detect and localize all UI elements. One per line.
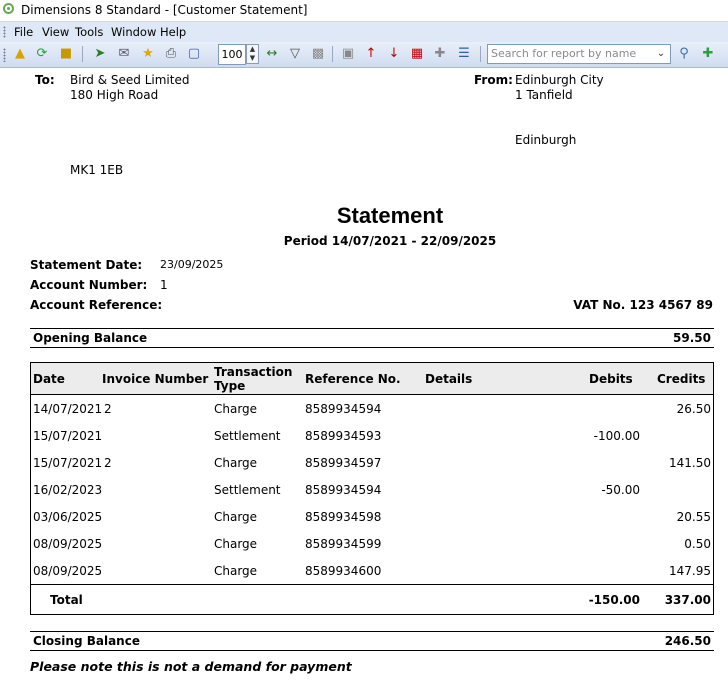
- print-preview-icon[interactable]: ▢: [187, 46, 201, 61]
- header-details: Details: [425, 372, 473, 386]
- layout-icon[interactable]: ▩: [311, 46, 325, 61]
- cell-type: Charge: [214, 537, 258, 551]
- company-name: Edinburgh City: [515, 73, 604, 87]
- zoom-spinner[interactable]: [246, 44, 259, 64]
- cell-date: 15/07/2021: [33, 429, 103, 443]
- menubar-grip-icon[interactable]: [3, 26, 6, 38]
- statement-date-value: 23/09/2025: [160, 258, 224, 271]
- total-credits: 337.00: [664, 593, 711, 607]
- menu-window[interactable]: Window: [111, 25, 157, 39]
- table-row: [31, 423, 713, 450]
- zoom-down-icon[interactable]: ▼: [249, 54, 256, 62]
- toolbar-separator: [480, 46, 481, 62]
- app-logo-icon: [3, 3, 14, 14]
- total-debits: -150.00: [588, 593, 640, 607]
- account-number-value: 1: [160, 278, 168, 292]
- cell-type: Charge: [214, 510, 258, 524]
- menu-view[interactable]: View: [42, 25, 70, 39]
- header-transaction-type-line2: Type: [214, 379, 246, 393]
- menu-tools[interactable]: Tools: [75, 25, 104, 39]
- cell-date: 15/07/2021: [33, 456, 103, 470]
- cell-credit: 0.50: [684, 537, 711, 551]
- cell-date: 14/07/2021: [33, 402, 103, 416]
- toolbar: [0, 42, 728, 68]
- export-icon[interactable]: ➤: [94, 46, 106, 61]
- opening-balance-value: 59.50: [673, 331, 711, 345]
- cell-reference: 8589934594: [305, 483, 382, 497]
- divider: [30, 631, 714, 632]
- table-row: [31, 558, 713, 585]
- cell-type: Settlement: [214, 429, 281, 443]
- cell-date: 08/09/2025: [33, 564, 103, 578]
- add-report-icon[interactable]: ✚: [702, 46, 714, 61]
- expand-icon[interactable]: ✚: [434, 46, 446, 61]
- divider: [30, 650, 714, 651]
- vat-number: VAT No. 123 4567 89: [573, 298, 713, 312]
- header-date: Date: [33, 372, 65, 386]
- header-transaction-type-line1: Transaction: [214, 365, 293, 379]
- search-magnifier-icon[interactable]: ⚲: [679, 46, 689, 61]
- cell-type: Charge: [214, 564, 258, 578]
- table-row: [31, 396, 713, 423]
- header-credits: Credits: [657, 372, 706, 386]
- tree-view-icon[interactable]: ☰: [458, 46, 470, 61]
- toolbar-separator: [82, 46, 83, 62]
- window-titlebar: [0, 0, 728, 22]
- toolbar-grip-icon[interactable]: [3, 48, 6, 62]
- cell-credit: 147.95: [669, 564, 711, 578]
- total-label: Total: [50, 593, 83, 607]
- transactions-table: [30, 362, 714, 615]
- filter-icon[interactable]: ▽: [290, 46, 300, 61]
- zoom-level-input[interactable]: 100: [218, 44, 246, 65]
- closing-balance-label: Closing Balance: [33, 634, 140, 648]
- find-icon[interactable]: ▣: [341, 46, 355, 61]
- menu-bar: [0, 22, 728, 42]
- cell-type: Settlement: [214, 483, 281, 497]
- cell-reference: 8589934597: [305, 456, 382, 470]
- export-folder-icon[interactable]: ■: [59, 46, 73, 61]
- toolbar-separator: [332, 46, 333, 62]
- cell-invoice: 2: [104, 402, 112, 416]
- cell-credit: 26.50: [676, 402, 711, 416]
- decrease-decimals-icon[interactable]: ↓: [388, 46, 400, 61]
- table-row: [31, 504, 713, 531]
- company-town: Edinburgh: [515, 133, 577, 147]
- report-search-input[interactable]: Search for report by name: [487, 44, 671, 64]
- table-row: [31, 531, 713, 558]
- cell-reference: 8589934599: [305, 537, 382, 551]
- favourite-star-icon[interactable]: ★: [142, 46, 154, 61]
- cell-type: Charge: [214, 402, 258, 416]
- cell-date: 03/06/2025: [33, 510, 103, 524]
- cell-debit: -50.00: [601, 483, 640, 497]
- refresh-icon[interactable]: ⟳: [36, 46, 48, 61]
- zoom-up-icon[interactable]: ▲: [249, 45, 256, 53]
- cell-credit: 20.55: [676, 510, 711, 524]
- statement-date-label: Statement Date:: [30, 258, 143, 272]
- menu-file[interactable]: File: [14, 25, 34, 39]
- payment-note: Please note this is not a demand for payment: [30, 659, 352, 674]
- cell-reference: 8589934593: [305, 429, 382, 443]
- divider: [30, 328, 714, 329]
- total-row: [31, 584, 713, 614]
- from-label: From:: [474, 73, 513, 87]
- account-number-label: Account Number:: [30, 278, 148, 292]
- statement-period: Period 14/07/2021 - 22/09/2025: [283, 234, 497, 248]
- cell-debit: -100.00: [593, 429, 640, 443]
- open-folder-icon[interactable]: ▲: [15, 46, 25, 61]
- customer-address-line1: 180 High Road: [70, 88, 159, 102]
- statement-title: Statement: [336, 203, 444, 228]
- account-reference-label: Account Reference:: [30, 298, 163, 312]
- divider: [30, 347, 714, 348]
- cell-invoice: 2: [104, 456, 112, 470]
- customer-name: Bird & Seed Limited: [70, 73, 190, 87]
- to-label: To:: [35, 73, 55, 87]
- customer-postcode: MK1 1EB: [70, 163, 124, 177]
- cell-date: 16/02/2023: [33, 483, 103, 497]
- cell-type: Charge: [214, 456, 258, 470]
- closing-balance-value: 246.50: [664, 634, 711, 648]
- table-header: [31, 363, 713, 395]
- cell-reference: 8589934598: [305, 510, 382, 524]
- opening-balance-label: Opening Balance: [33, 331, 148, 345]
- print-icon[interactable]: ⎙: [165, 46, 177, 61]
- cell-credit: 141.50: [669, 456, 711, 470]
- cell-date: 08/09/2025: [33, 537, 103, 551]
- header-reference-no: Reference No.: [305, 372, 401, 386]
- cell-reference: 8589934594: [305, 402, 382, 416]
- group-icon[interactable]: ▦: [410, 46, 424, 61]
- fit-width-icon[interactable]: ↔: [266, 46, 278, 61]
- table-row: [31, 450, 713, 477]
- cell-reference: 8589934600: [305, 564, 382, 578]
- header-debits: Debits: [589, 372, 633, 386]
- increase-decimals-icon[interactable]: ↑: [365, 46, 377, 61]
- company-address-line1: 1 Tanfield: [515, 88, 573, 102]
- search-dropdown-icon[interactable]: ⌄: [656, 48, 666, 59]
- menu-help[interactable]: Help: [160, 25, 187, 39]
- header-invoice-number: Invoice Number: [102, 372, 209, 386]
- window-title: Dimensions 8 Standard - [Customer Statement]: [21, 3, 308, 17]
- report-page: [0, 68, 728, 691]
- table-row: [31, 477, 713, 504]
- email-icon[interactable]: ✉: [118, 46, 130, 61]
